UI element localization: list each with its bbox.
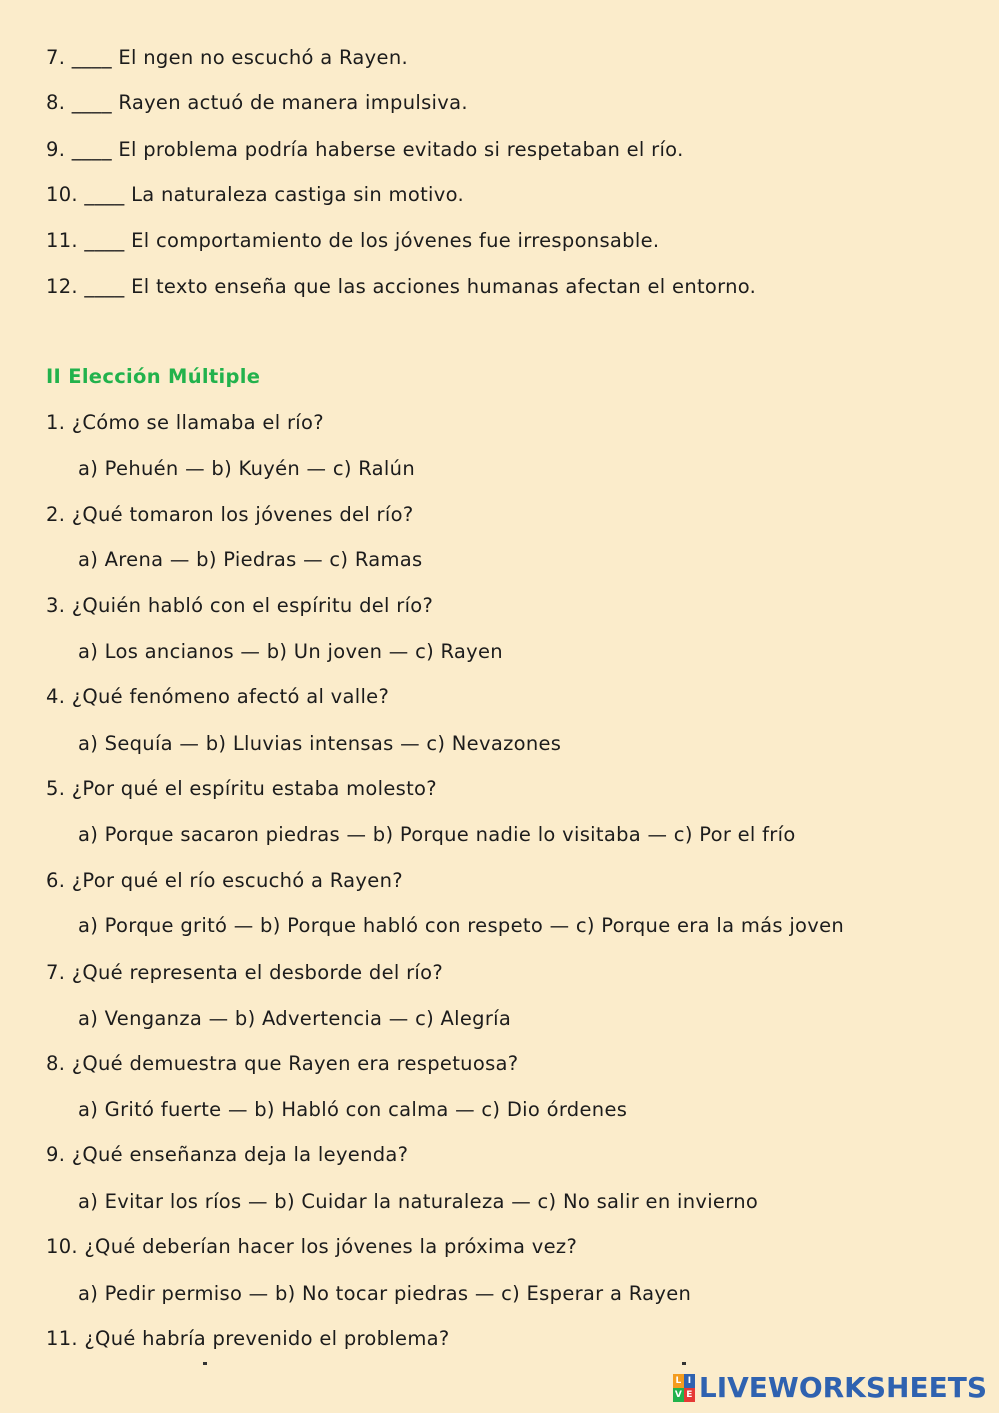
options-10: a) Pedir permiso — b) No tocar piedras — c) Esperar a Rayen	[78, 1282, 692, 1305]
logo-badge-letter: I	[684, 1374, 695, 1388]
options-5: a) Porque sacaron piedras — b) Porque nadie lo visitaba — c) Por el frío	[78, 823, 796, 846]
logo-text: LIVEWORKSHEETS	[698, 1371, 987, 1404]
question-10: 10. ¿Qué deberían hacer los jóvenes la próxima vez?	[46, 1235, 578, 1258]
tf-item-11: 11. ____ El comportamiento de los jóvenes fue irresponsable.	[46, 229, 660, 252]
question-5: 5. ¿Por qué el espíritu estaba molesto?	[46, 777, 437, 800]
clipped-accent-mark	[203, 1362, 207, 1365]
logo-badge-letter: L	[673, 1374, 684, 1388]
options-7: a) Venganza — b) Advertencia — c) Alegría	[78, 1007, 512, 1030]
options-4: a) Sequía — b) Lluvias intensas — c) Nevazones	[78, 732, 562, 755]
options-9: a) Evitar los ríos — b) Cuidar la naturaleza — c) No salir en invierno	[78, 1190, 759, 1213]
options-8: a) Gritó fuerte — b) Habló con calma — c) Dio órdenes	[78, 1098, 628, 1121]
clipped-options-11	[0, 1362, 999, 1370]
question-3: 3. ¿Quién habló con el espíritu del río?	[46, 594, 434, 617]
logo-badge-letter: V	[673, 1388, 684, 1402]
tf-item-9: 9. ____ El problema podría haberse evitado si respetaban el río.	[46, 138, 684, 161]
question-4: 4. ¿Qué fenómeno afectó al valle?	[46, 685, 390, 708]
tf-item-12: 12. ____ El texto enseña que las acciones humanas afectan el entorno.	[46, 275, 757, 298]
question-6: 6. ¿Por qué el río escuchó a Rayen?	[46, 869, 403, 892]
question-8: 8. ¿Qué demuestra que Rayen era respetuosa?	[46, 1052, 519, 1075]
question-7: 7. ¿Qué representa el desborde del río?	[46, 961, 444, 984]
options-1: a) Pehuén — b) Kuyén — c) Ralún	[78, 457, 415, 480]
options-6: a) Porque gritó — b) Porque habló con respeto — c) Porque era la más joven	[78, 914, 845, 937]
question-2: 2. ¿Qué tomaron los jóvenes del río?	[46, 503, 414, 526]
section-title: II Elección Múltiple	[46, 365, 261, 388]
options-2: a) Arena — b) Piedras — c) Ramas	[78, 548, 423, 571]
question-11: 11. ¿Qué habría prevenido el problema?	[46, 1327, 450, 1350]
logo-badge-letter: E	[684, 1388, 695, 1402]
tf-item-7: 7. ____ El ngen no escuchó a Rayen.	[46, 46, 408, 69]
question-9: 9. ¿Qué enseñanza deja la leyenda?	[46, 1143, 409, 1166]
options-3: a) Los ancianos — b) Un joven — c) Rayen	[78, 640, 503, 663]
tf-item-8: 8. ____ Rayen actuó de manera impulsiva.	[46, 91, 468, 114]
logo-badge-icon	[673, 1374, 695, 1402]
clipped-accent-mark	[682, 1362, 686, 1365]
tf-item-10: 10. ____ La naturaleza castiga sin motivo.	[46, 183, 464, 206]
liveworksheets-logo	[673, 1372, 987, 1404]
question-1: 1. ¿Cómo se llamaba el río?	[46, 411, 324, 434]
